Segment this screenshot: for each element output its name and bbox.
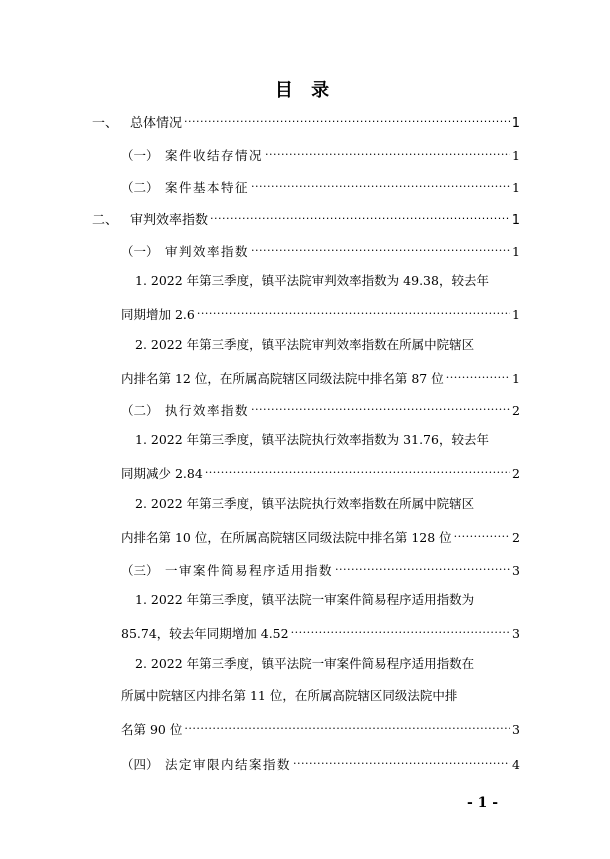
toc-entry-number: 一、 bbox=[92, 116, 119, 131]
toc-entry[interactable] bbox=[121, 178, 520, 196]
toc-entry-line: 2. 2022 年第三季度，镇平法院执行效率指数在所属中院辖区 bbox=[135, 496, 475, 511]
toc-entry-text: 同期减少 2.84 bbox=[121, 466, 203, 481]
dot-leader bbox=[454, 528, 510, 542]
toc-title: 目 录 bbox=[274, 80, 336, 101]
toc-entry-number: （二） bbox=[121, 180, 159, 195]
toc-entry-number: （三） bbox=[121, 563, 159, 578]
dot-leader bbox=[251, 401, 510, 415]
toc-entry-text: 内排名第 12 位，在所属高院辖区同级法院中排名第 87 位 bbox=[121, 371, 444, 386]
toc-entry[interactable] bbox=[121, 755, 520, 773]
toc-entry[interactable] bbox=[121, 146, 520, 164]
toc-entry-text: 同期增加 2.6 bbox=[121, 307, 195, 322]
dot-leader bbox=[265, 146, 510, 160]
toc-entry-page: 1 bbox=[511, 213, 520, 228]
toc-entry-number: （一） bbox=[121, 148, 159, 163]
dot-leader bbox=[251, 178, 510, 192]
toc-entry-line: 1. 2022 年第三季度，镇平法院审判效率指数为 49.38，较去年 bbox=[135, 273, 489, 288]
toc-entry-text: 内排名第 10 位，在所属高院辖区同级法院中排名第 128 位 bbox=[121, 530, 452, 545]
toc-entry-text: 案件基本特征 bbox=[165, 180, 250, 195]
dot-leader bbox=[197, 305, 510, 319]
toc-entry-text: 总体情况 bbox=[130, 116, 183, 131]
dot-leader bbox=[293, 755, 510, 769]
dot-leader bbox=[446, 369, 510, 383]
toc-entry-page: 1 bbox=[512, 148, 520, 163]
toc-entry-text: 执行效率指数 bbox=[165, 403, 250, 418]
toc-entry[interactable] bbox=[121, 720, 520, 738]
dot-leader bbox=[184, 113, 510, 127]
toc-entry-text: 审判效率指数 bbox=[165, 244, 250, 259]
toc-entry-page: 1 bbox=[512, 371, 520, 386]
toc-entry-text: 名第 90 位 bbox=[121, 722, 183, 737]
toc-entry-number: （二） bbox=[121, 403, 159, 418]
dot-leader bbox=[335, 561, 510, 575]
toc-entry-number: 二、 bbox=[92, 213, 119, 228]
toc-entry-text: 85.74，较去年同期增加 4.52 bbox=[121, 626, 289, 641]
toc-entry-page: 3 bbox=[512, 626, 520, 641]
toc-entry-line: 2. 2022 年第三季度，镇平法院审判效率指数在所属中院辖区 bbox=[135, 337, 475, 352]
dot-leader bbox=[251, 242, 510, 256]
toc-entry-page: 2 bbox=[512, 403, 520, 418]
toc-entry[interactable] bbox=[121, 528, 520, 546]
toc-entry-text: 审判效率指数 bbox=[130, 213, 209, 228]
toc-entry[interactable] bbox=[121, 242, 520, 260]
toc-entry-line: 1. 2022 年第三季度，镇平法院一审案件简易程序适用指数为 bbox=[135, 592, 475, 607]
toc-entry-page: 4 bbox=[512, 757, 520, 772]
toc-entry-page: 1 bbox=[512, 307, 520, 322]
page-number-footer: - 1 - bbox=[467, 795, 499, 811]
dot-leader bbox=[184, 720, 510, 734]
toc-entry-number: （四） bbox=[121, 757, 159, 772]
toc-entry-page: 1 bbox=[511, 116, 520, 131]
toc-entry[interactable] bbox=[121, 624, 520, 642]
toc-entry-text: 一审案件简易程序适用指数 bbox=[165, 563, 334, 578]
toc-entry[interactable] bbox=[92, 113, 520, 132]
toc-entry-page: 3 bbox=[512, 722, 520, 737]
toc-entry[interactable] bbox=[121, 464, 520, 482]
toc-entry-number: （一） bbox=[121, 244, 159, 259]
toc-entry-line: 1. 2022 年第三季度，镇平法院执行效率指数为 31.76，较去年 bbox=[135, 432, 489, 447]
dot-leader bbox=[205, 464, 510, 478]
dot-leader bbox=[291, 624, 510, 638]
toc-entry-page: 2 bbox=[512, 530, 520, 545]
dot-leader bbox=[210, 210, 510, 224]
toc-entry-page: 1 bbox=[512, 180, 520, 195]
toc-entry-line: 2. 2022 年第三季度，镇平法院一审案件简易程序适用指数在 bbox=[135, 656, 475, 671]
toc-entry[interactable] bbox=[121, 561, 520, 579]
toc-entry-line: 所属中院辖区内排名第 11 位，在所属高院辖区同级法院中排 bbox=[121, 688, 458, 703]
toc-entry-page: 2 bbox=[512, 466, 520, 481]
toc-entry-text: 法定审限内结案指数 bbox=[165, 757, 292, 772]
toc-entry[interactable] bbox=[121, 401, 520, 419]
toc-entry-page: 3 bbox=[512, 563, 520, 578]
toc-entry-text: 案件收结存情况 bbox=[165, 148, 264, 163]
toc-entry[interactable] bbox=[121, 369, 520, 387]
toc-entry-page: 1 bbox=[512, 244, 520, 259]
toc-entry[interactable] bbox=[121, 305, 520, 323]
toc-entry[interactable] bbox=[92, 210, 520, 229]
